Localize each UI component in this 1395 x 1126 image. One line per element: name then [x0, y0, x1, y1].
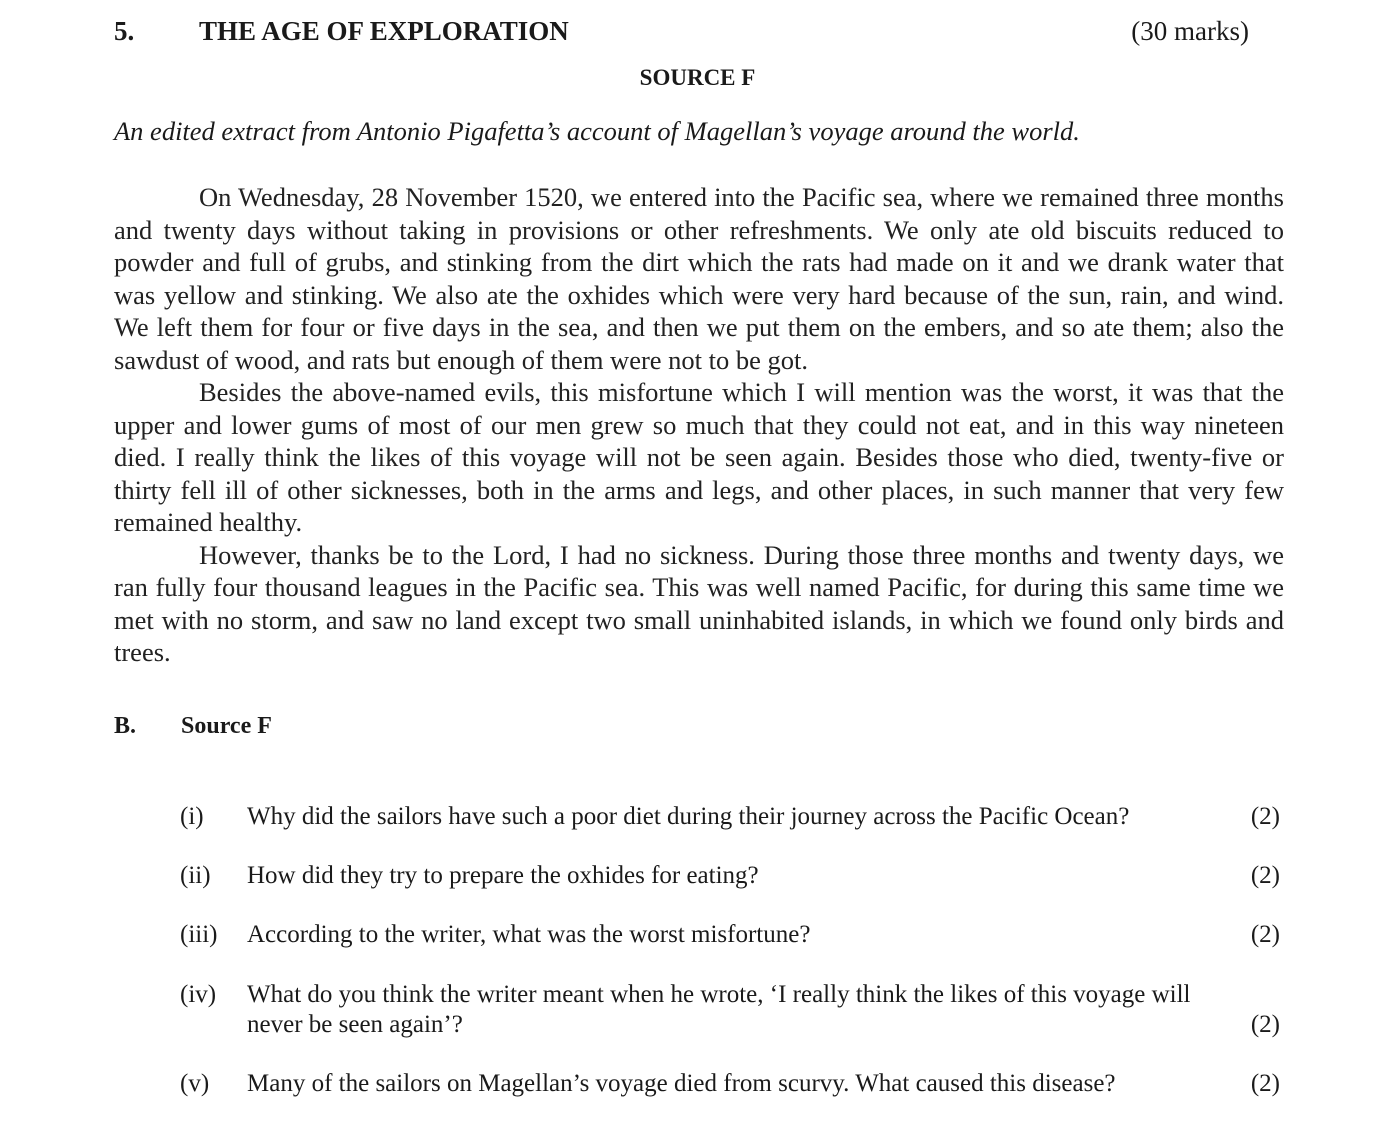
sub-question-text: How did they try to prepare the oxhides for eating?	[247, 862, 759, 889]
section-title: Source F	[181, 713, 272, 739]
sub-question-number: (ii)	[180, 862, 211, 889]
source-heading: SOURCE F	[639, 65, 756, 90]
passage-paragraph: On Wednesday, 28 November 1520, we entered into the Pacific sea, where we remained three months and twenty days without taking in provisions or other refreshments. We only ate old biscuits reduced to powder and full of grubs, and stinking from the dirt which the rats had made on it and we drank water that was yellow and stinking. We also ate the oxhides which were very hard because of the sun, rain, and wind. We left them for four or five days in the sea, and then we put them on the embers, and so ate them; also the sawdust of wood, and rats but enough of them were not to be got.	[114, 182, 1284, 375]
sub-question-text: According to the writer, what was the worst misfortune?	[247, 921, 811, 948]
sub-question-text: What do you think the writer meant when he wrote, ‘I really think the likes of this voyage will never be seen again’?	[247, 981, 1191, 1038]
source-caption: An edited extract from Antonio Pigafetta’s account of Magellan’s voyage around the world.	[114, 116, 1080, 146]
sub-question-number: (i)	[180, 803, 204, 830]
passage-paragraph: However, thanks be to the Lord, I had no sickness. During those three months and twenty days, we ran fully four thousand leagues in the Pacific sea. This was well named Pacific, for during this same time we met with no storm, and saw no land except two small uninhabited islands, in which we found only birds and trees.	[114, 539, 1284, 667]
sub-question-text: Why did the sailors have such a poor diet during their journey across the Pacific Ocean?	[247, 803, 1130, 830]
sub-question-text: Many of the sailors on Magellan’s voyage died from scurvy. What caused this disease?	[247, 1070, 1116, 1097]
sub-question-number: (v)	[180, 1070, 210, 1097]
sub-question-marks: (2)	[1250, 1070, 1280, 1097]
source-passage	[114, 181, 1284, 669]
sub-question-marks: (2)	[1250, 921, 1280, 948]
question-number: 5.	[114, 16, 135, 46]
sub-question-number: (iv)	[180, 981, 217, 1008]
sub-question-number: (iii)	[180, 921, 218, 948]
question-total-marks: (30 marks)	[1131, 16, 1249, 46]
question-title: THE AGE OF EXPLORATION	[199, 16, 569, 46]
section-label: B.	[114, 713, 137, 739]
sub-question-marks: (2)	[1250, 862, 1280, 889]
sub-question-marks: (2)	[1250, 1011, 1280, 1038]
sub-question-marks: (2)	[1250, 803, 1280, 830]
passage-paragraph: Besides the above-named evils, this misfortune which I will mention was the worst, it was that the upper and lower gums of most of our men grew so much that they could not eat, and in this way nineteen died. I really think the likes of this voyage will not be seen again. Besides those who died, twenty-five or thirty fell ill of other sicknesses, both in the arms and legs, and other places, in such manner that very few remained healthy.	[114, 377, 1284, 537]
